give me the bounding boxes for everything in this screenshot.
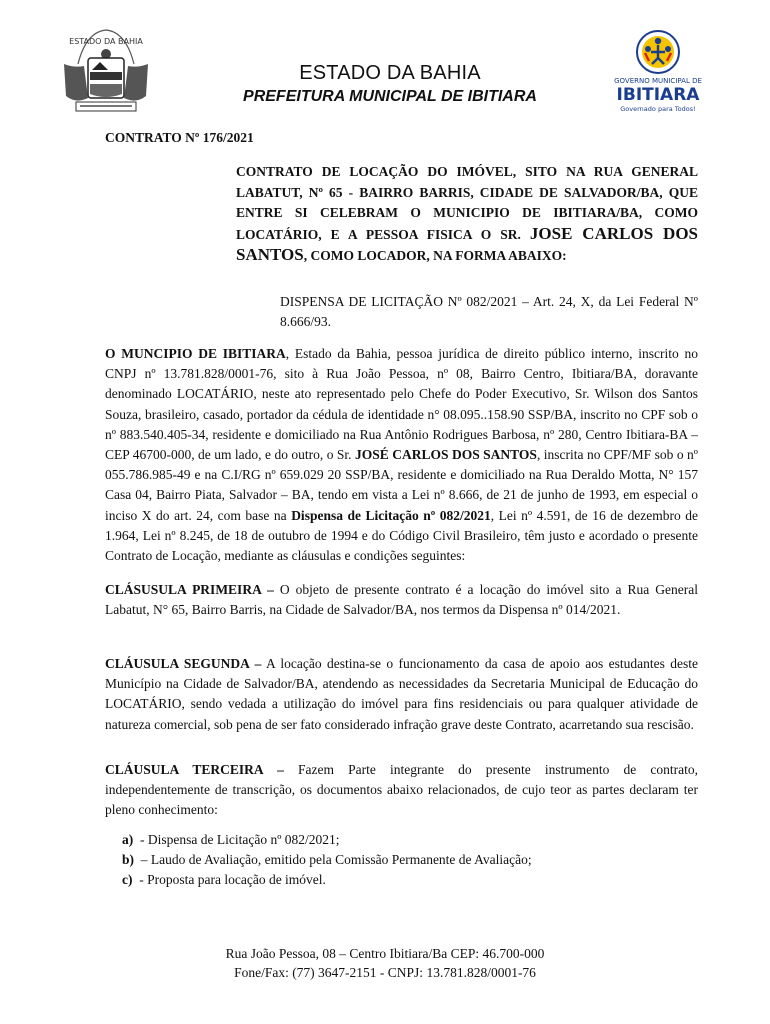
clause-third [105,760,698,821]
page-footer [150,944,620,982]
list-item [122,850,532,870]
prefeitura-title: PREFEITURA MUNICIPAL DE IBITIARA [243,88,537,105]
clause-second-text: A locação destina-se o funcionamento da casa de apoio aos estudantes deste Município na Cidade de Salvador/BA, atendendo as necessidades da Secretaria Municipal de Educação do LOCATÁRIO, sendo vedada a utilização do imóvel para fins residenciais ou para qualquer atividade de natureza comercial, sob pena de ser fato considerado infração grave deste Contrato, acarretando sua rescisão. [105,656,698,732]
preamble-text-1: , Estado da Bahia, pessoa jurídica de direito público interno, inscrito no CNPJ nº 13.781.828/0001-76, sito à Rua João Pessoa, nº 08, Bairro Centro, Ibitiara/BA, doravante denominado LOCATÁRIO, neste ato representado pelo Chefe do Poder Executivo, Sr. Wilson dos Santos Souza, brasileiro, casado, portador da cédula de identidade n° 08.095..158.90 SSP/BA, inscrito no CPF sob o nº 883.540.405-34, residente e domiciliado na Rua Antônio Rodrigues Barbosa, nº 280, Centro Ibitiara-BA – CEP 46700-000, de um lado, e do outro, o Sr. [105,346,698,463]
preamble-lead: O MUNCIPIO DE IBITIARA [105,346,286,361]
preamble-paragraph [105,344,698,566]
footer-contact: Fone/Fax: (77) 3647-2151 - CNPJ: 13.781.828/0001-76 [234,965,536,980]
gov-logo-top-text: GOVERNO MUNICIPAL DE [614,77,702,85]
clause-second [105,654,698,735]
state-title: ESTADO DA BAHIA [299,62,481,84]
list-item [122,870,532,890]
clause-second-title: CLÁUSULA SEGUNDA – [105,656,262,671]
contract-number: CONTRATO Nº 176/2021 [105,130,254,145]
list-item [122,830,532,850]
gov-logo-slogan: Governado para Todos! [620,105,696,113]
preamble-name: JOSÉ CARLOS DOS SANTOS [355,447,537,463]
clause-first-text: O objeto de presente contrato é a locação do imóvel sito a Rua General Labatut, N° 65, Bairro Barris, na Cidade de Salvador/BA, nos termos da Dispensa nº 014/2021. [105,582,698,618]
locador-name: JOSE CARLOS DOS SANTOS [236,223,698,264]
clause-first [105,580,698,620]
documents-list [122,830,532,890]
bahia-coat-of-arms-logo [56,24,156,120]
ibitiara-government-logo [605,28,711,118]
gov-logo-name: IBITIARA [616,85,700,105]
clause-third-title: CLÁUSULA TERCEIRA – [105,762,284,777]
contract-heading-tail: , COMO LOCADOR, NA FORMA ABAIXO: [303,248,567,263]
list-item-letter: b) [122,852,135,867]
preamble-text-3: , Lei nº 4.591, de 16 de dezembro de 1.964, Lei nº 8.245, de 18 de outubro de 1994 e do Código Civil Brasileiro, têm justo e acordado o presente Contrato de Locação, mediante as cláusulas e condições seguintes: [105,507,698,564]
svg-text:ESTADO DA BAHIA: ESTADO DA BAHIA [69,37,143,46]
preamble-text-2: , inscrita no CPF/MF sob o nº 055.786.985-49 e na C.I/RG nº 659.029 20 SSP/BA, residente e domiciliado na Rua Deraldo Motta, N° 157 Casa 04, Bairro Piata, Salvador – BA, tendo em vista a Lei nº 8.666, de 21 de junho de 1993, em especial o inciso X do art. 24, com base na [105,447,698,523]
list-item-text: – Laudo de Avaliação, emitido pela Comissão Permanente de Avaliação; [134,852,532,867]
contract-heading-main: CONTRATO DE LOCAÇÃO DO IMÓVEL, SITO NA RUA GENERAL LABATUT, Nº 65 - BAIRRO BARRIS, CIDADE DE SALVADOR/BA, QUE ENTRE SI CELEBRAM O MUNICIPIO DE IBITIARA/BA, COMO LOCATÁRIO, E A PESSOA FISICA O SR. [236,164,698,242]
dispensa-reference: DISPENSA DE LICITAÇÃO Nº 082/2021 – Art. 24, X, da Lei Federal Nº 8.666/93. [280,294,698,329]
clause-third-text: Fazem Parte integrante do presente instrumento de contrato, independentemente de transcrição, os documentos abaixo relacionados, de cujo teor as partes declaram ter pleno conhecimento: [105,762,699,818]
footer-address: Rua João Pessoa, 08 – Centro Ibitiara/Ba CEP: 46.700-000 [225,946,545,961]
list-item-letter: c) [122,872,133,887]
list-item-letter: a) [122,832,134,847]
preamble-dispensa-ref: Dispensa de Licitação nº 082/2021 [291,507,491,523]
clause-first-title: CLÁSUSULA PRIMEIRA – [105,582,274,597]
list-item-text: - Dispensa de Licitação nº 082/2021; [133,832,340,847]
list-item-text: - Proposta para locação de imóvel. [132,872,326,887]
contract-heading [236,162,698,267]
